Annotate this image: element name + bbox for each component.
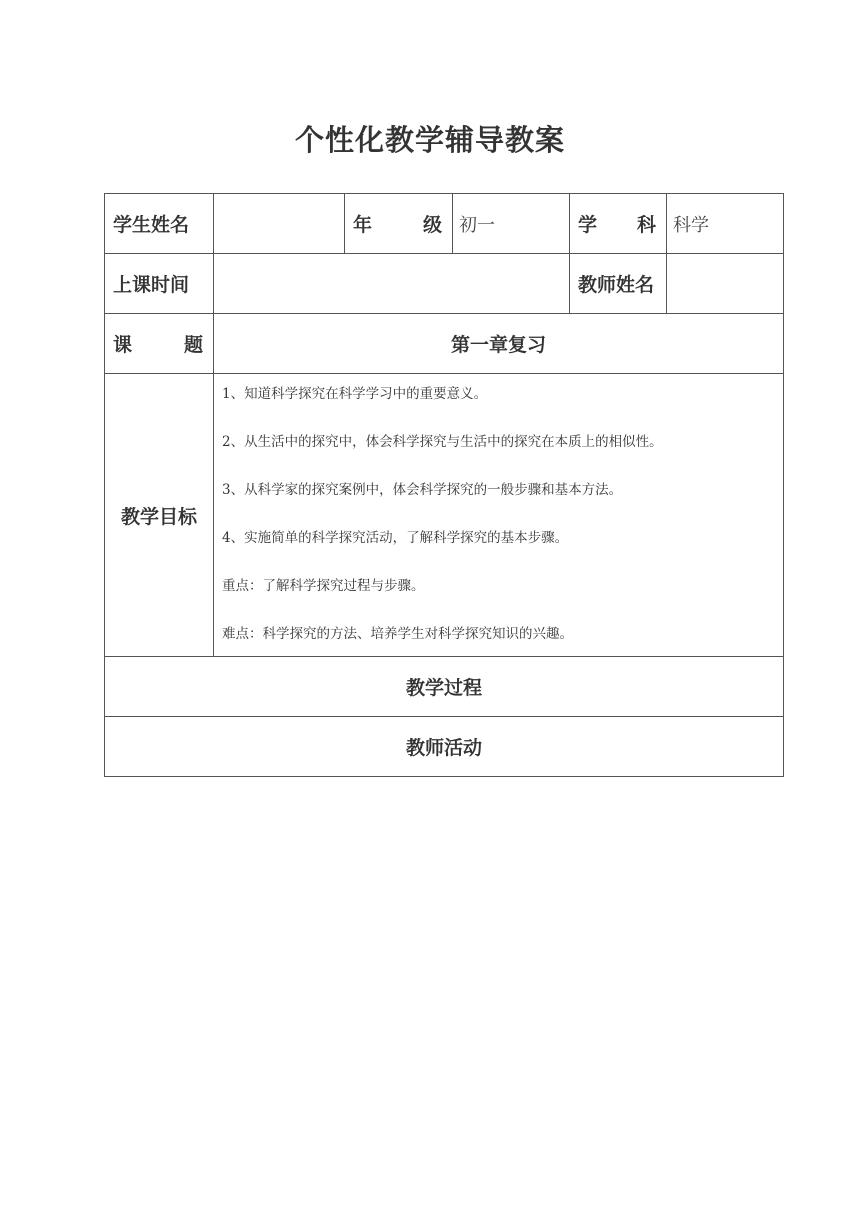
grade-label-char-2: 级 (422, 214, 442, 236)
topic-label-char-2: 题 (183, 334, 203, 356)
objective-item: 1、知道科学探究在科学学习中的重要意义。 (222, 386, 488, 402)
student-name-value (214, 194, 345, 254)
class-time-label: 上课时间 (105, 254, 214, 314)
objective-item: 3、从科学家的探究案例中，体会科学探究的一般步骤和基本方法。 (222, 482, 623, 498)
objectives-list (214, 374, 784, 657)
topic-value: 第一章复习 (214, 314, 784, 374)
difficult-point: 难点：科学探究的方法、培养学生对科学探究知识的兴趣。 (222, 626, 573, 642)
subject-value: 科学 (667, 194, 784, 254)
table-row (105, 374, 784, 657)
topic-label (105, 314, 214, 374)
teacher-name-value (667, 254, 784, 314)
teaching-process-heading: 教学过程 (105, 657, 784, 717)
objective-item: 2、从生活中的探究中，体会科学探究与生活中的探究在本质上的相似性。 (222, 434, 663, 450)
student-name-label: 学生姓名 (105, 194, 214, 254)
table-row (105, 254, 784, 314)
objectives-label: 教学目标 (105, 374, 214, 657)
lesson-plan-table (104, 193, 784, 777)
teacher-activity-heading: 教师活动 (105, 717, 784, 777)
class-time-value (214, 254, 570, 314)
subject-label-char-2: 科 (636, 214, 656, 236)
grade-label (345, 194, 453, 254)
subject-label (570, 194, 667, 254)
grade-value: 初一 (453, 194, 570, 254)
table-row (105, 657, 784, 717)
topic-label-char-1: 课 (113, 334, 133, 356)
table-row (105, 717, 784, 777)
table-row (105, 314, 784, 374)
key-point: 重点：了解科学探究过程与步骤。 (222, 578, 425, 594)
objective-item: 4、实施简单的科学探究活动，了解科学探究的基本步骤。 (222, 530, 569, 546)
page-title: 个性化教学辅导教案 (294, 123, 565, 157)
subject-label-char-1: 学 (578, 214, 598, 236)
table-row (105, 194, 784, 254)
grade-label-char-1: 年 (353, 214, 373, 236)
teacher-name-label: 教师姓名 (570, 254, 667, 314)
